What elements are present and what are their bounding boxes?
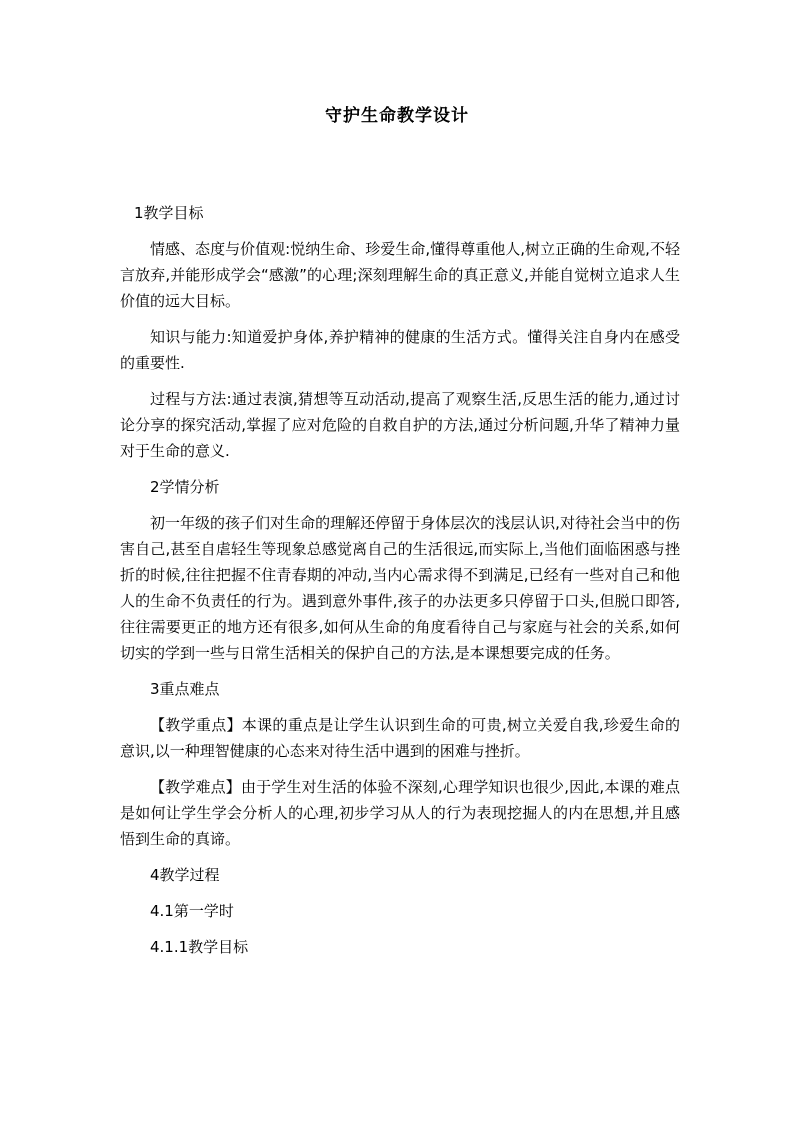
document-body <box>120 200 680 970</box>
subsection-heading-period-objectives: 4.1.1教学目标 <box>150 938 249 956</box>
section-heading-student-analysis: 2学情分析 <box>150 478 220 496</box>
paragraph-key-point: 【教学重点】本课的重点是让学生认识到生命的可贵,树立关爱自我,珍爱生命的意识,以一种理智健康的心态来对待生活中遇到的困难与挫折。 <box>120 716 680 760</box>
section-heading-key-points: 3重点难点 <box>150 680 220 698</box>
paragraph-emotion-attitude: 情感、态度与价值观:悦纳生命、珍爱生命,懂得尊重他人,树立正确的生命观,不轻言放弃,并能形成学会“感激”的心理;深刻理解生命的真正意义,并能自觉树立追求人生价值的远大目标。 <box>120 240 680 310</box>
paragraph-difficulty: 【教学难点】由于学生对生活的体验不深刻,心理学知识也很少,因此,本课的难点是如何让学生学会分析人的心理,初步学习从人的行为表现挖掘人的内在思想,并且感悟到生命的真谛。 <box>120 778 680 848</box>
section-heading-teaching-process: 4教学过程 <box>150 866 220 884</box>
document-title: 守护生命教学设计 <box>325 106 469 126</box>
section-heading-objectives: 1教学目标 <box>134 204 204 222</box>
paragraph-process-method: 过程与方法:通过表演,猜想等互动活动,提高了观察生活,反思生活的能力,通过讨论分享的探究活动,掌握了应对危险的自救自护的方法,通过分析问题,升华了精神力量对于生命的意义. <box>120 390 680 460</box>
paragraph-knowledge-ability: 知识与能力:知道爱护身体,养护精神的健康的生活方式。懂得关注自身内在感受的重要性. <box>120 328 680 372</box>
subsection-heading-first-period: 4.1第一学时 <box>150 902 234 920</box>
paragraph-student-analysis: 初一年级的孩子们对生命的理解还停留于身体层次的浅层认识,对待社会当中的伤害自己,甚至自虐轻生等现象总感觉离自己的生活很远,而实际上,当他们面临困惑与挫折的时候,往往把握不住青春期的冲动,当内心需求得不到满足,已经有一些对自己和他人的生命不负责任的行为。遇到意外事件,孩子的办法更多只停留于口头,但脱口即答,往往需要更正的地方还有很多,如何从生命的角度看待自己与家庭与社会的关系,如何切实的学到一些与日常生活相关的保护自己的方法,是本课想要完成的任务。 <box>120 514 680 662</box>
